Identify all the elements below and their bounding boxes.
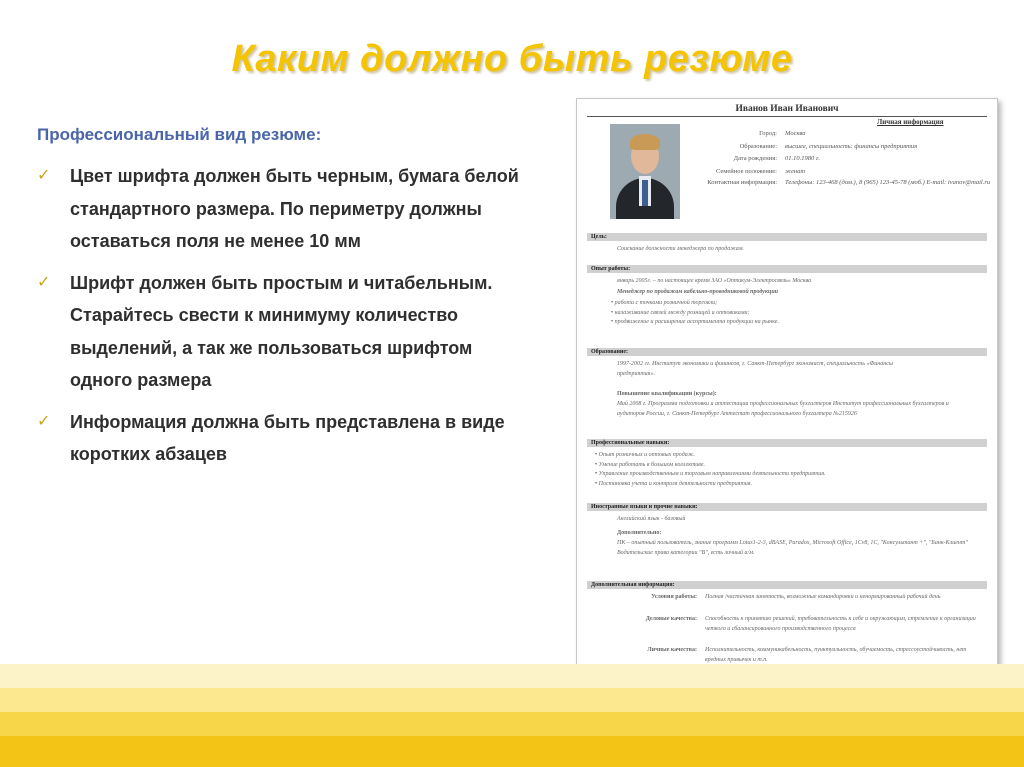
checkmark-icon: ✓ [37,167,51,184]
resume-name: Иванов Иван Иванович [735,104,839,114]
checkmark-icon: ✓ [37,273,51,291]
resume-info-row: Город: Москва [759,130,806,137]
resume-extra-bar: Дополнительная информация: [587,581,987,589]
bullet-text: Шрифт должен быть простым и читабельным. Старайтесь свести к минимуму количество выделений, а так же пользоваться шрифтом одного размера [70,272,493,390]
resume-additional-label: Дополнительно: [617,530,662,536]
bullet-list [37,160,537,480]
resume-skills-bar: Профессиональные навыки: [587,439,987,447]
resume-info-row: Дата рождения: 01.10.1980 г. [733,155,820,162]
resume-languages-bar: Иностранные языки и прочие навыки: [587,503,987,511]
resume-info-row: Семейное положение: женат [715,167,806,175]
resume-personal-info [692,128,992,187]
bullet-item [37,406,537,471]
resume-goal-text: Соискание должности менеджера по продажам. [617,246,745,252]
resume-skills-list: • Опыт розничных и оптовых продаж. • Умение работать в большом коллективе. • Управление производственным и торговым направлениями деятельности предприятия. • Постановка учета и контроля деятельности предприятия. [595,451,985,489]
resume-info-row: Образование: высшее, специальность: финансы предприятия [739,142,918,150]
slide-title: Каким должно быть резюме [231,38,793,80]
checkmark-icon: ✓ [37,412,51,430]
resume-thumbnail: Иванов Иван Иванович Личная информация Город: Москва Образование: высшее, специальность: финансы предприятия Дата рождения: 01.10.1980 г. Семейное положение: женат Контактная информация: Телефоны: 123-468 (дом.), 8 (965) 123-45-78 (моб.) E-mail: ivanov@mail.ru Цель: Соискание должности менеджера по продажам. Опыт работы: январь 2005г. – по настоящее время ЗАО «Оптикум-Электросвязь» Москва Менеджер по продажам кабельно-проводниковой продукции • работа с точками розничной торговли; • налаживание связей между розницей и оптовиками; • продвижение и расширение ассортимента продукции на рынке. Образование: 1997-2002 гг. Институт экономики и финансов, г. Санкт-Петербург экономист, специальность «Финансы предприятия». Повышение квалификации (курсы): Май 2008 г. Программа подготовки и аттестации профессиональных бухгалтеров Институт профессиональных бухгалтеров и аудиторов России, г. Санкт-Петербург Аттестат профессионального бухгалтера №215926 Профессиональные навыки: • Опыт розничных и оптовых продаж. • Умение работать в большом коллективе. • Управление производственным и торговым направлениями деятельности предприятия. • Постановка учета и контроля деятельности предприятия. Иностранные языки и прочие навыки: Английский язык - базовый Дополнительно: ПК – опытный пользователь, знание программ Lotus1-2-3, dBASE, Paradox, Microsoft Office, 1Cv8, 1С, "Консультант +", "Банк-Клиент" Водительские права категории "В", есть личный а/м. Дополнительная информация: Условия работы: Полная /частичная занятость, возможные командировки и ненормированный рабочий день Деловые качества: Способность к принятию решений, требовательность к себе и окружающим, стремление к организации четкого и сбалансированного производственного процесса Личные качества: Исполнительность, коммуникабельность, пунктуальность, обучаемость, стрессоустойчивость, нет вредных привычек и т.п. [576,98,998,678]
footer-stripe-4 [0,736,1024,767]
resume-experience-position: Менеджер по продажам кабельно-проводниковой продукции [617,289,779,295]
subheading: Профессиональный вид резюме: [37,125,322,144]
footer-stripe-2 [0,688,1024,712]
resume-personal-title: Личная информация [877,118,944,126]
resume-goal-bar: Цель: [587,233,987,241]
bullet-item [37,160,537,258]
resume-additional-text: ПК – опытный пользователь, знание программ Lotus1-2-3, dBASE, Paradox, Microsoft Office, 1Cv8, 1С, "Консультант +", "Банк-Клиент" Водительские права категории "В", есть личный а/м. [617,540,968,556]
resume-education-bar: Образование: [587,348,987,356]
footer-stripe-3 [0,712,1024,736]
resume-info-row: Контактная информация: Телефоны: 123-468 (дом.), 8 (965) 123-45-78 (моб.) E-mail: ivanov@mail.ru [707,179,991,186]
resume-experience-bar: Опыт работы: [587,265,987,273]
bullet-item [37,267,537,397]
resume-experience-list: • работа с точками розничной торговли; • налаживание связей между розницей и оптовиками; • продвижение и расширение ассортимента продукции на рынке. [611,299,971,328]
resume-photo [610,124,680,219]
resume-education-text: 1997-2002 гг. Институт экономики и финансов, г. Санкт-Петербург экономист, специальность «Финансы предприятия». [617,361,893,377]
resume-qualification-title: Повышение квалификации (курсы): [617,391,717,397]
resume-qualification-text: Май 2008 г. Программа подготовки и аттестации профессиональных бухгалтеров Институт профессиональных бухгалтеров и аудиторов России, г. Санкт-Петербург Аттестат профессионального бухгалтера №215926 [617,401,949,417]
bullet-text: Информация должна быть представлена в виде коротких абзацев [70,411,505,464]
bullet-text: Цвет шрифта должен быть черным, бумага белой стандартного размера. По периметру должны оставаться поля не менее 10 мм [70,166,519,251]
resume-languages-text: Английский язык - базовый [617,516,686,522]
resume-experience-period: январь 2005г. – по настоящее время ЗАО «Оптикум-Электросвязь» Москва [617,278,812,284]
resume-header-rule [587,116,987,117]
footer-stripe-1 [0,664,1024,688]
